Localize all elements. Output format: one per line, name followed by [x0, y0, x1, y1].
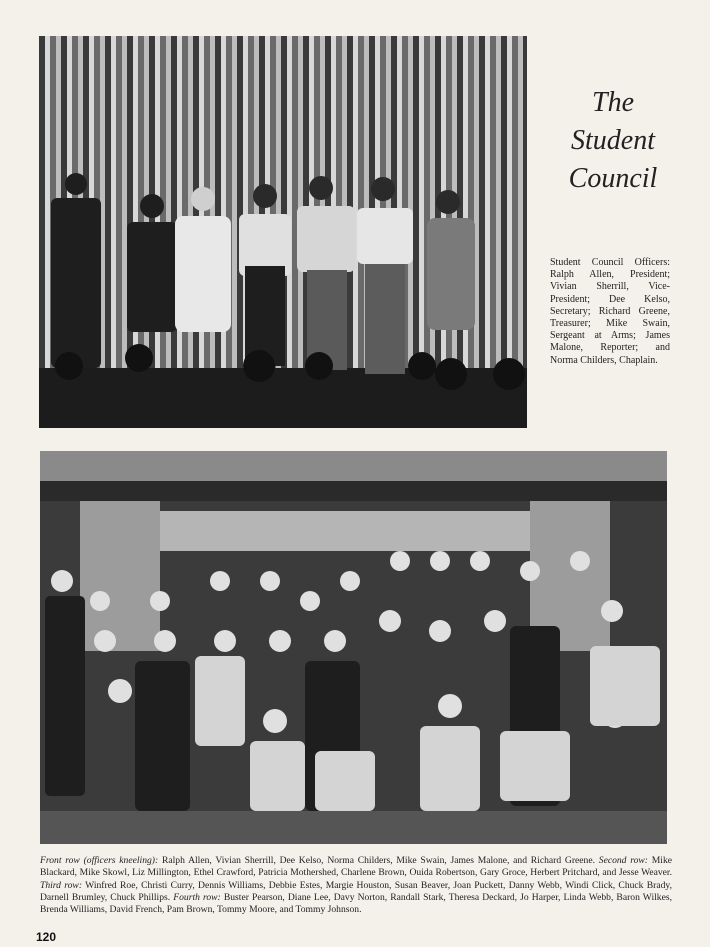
- third-row-names: Winfred Roe, Christi Curry, Dennis Williams, Debbie Estes, Margie Houston, Susan Beaver, Joan Puckett, Danny Webb, Windi Click, Chuck Brady, Darnell Brumley, Chuck Phillips.: [40, 879, 672, 903]
- fourth-row-names: Buster Pearson, Diane Lee, Davy Norton, Randall Stark, Theresa Deckard, Jo Harper, Linda Webb, Baron Wilkes, Brenda Williams, David French, Pam Brown, Tommy Moore, and Tommy Johnson.: [40, 891, 672, 916]
- second-row-names: Mike Blackard, Mike Skowl, Liz Millington, Ethel Crawford, Patricia Mothershed, Charlene Brown, Ouida Robertson, Gary Groce, Herbert Pritchard, and Jesse Weaver.: [40, 855, 673, 879]
- officers-photo: [39, 36, 527, 428]
- group-photo: [40, 451, 667, 844]
- page-title: [548, 84, 678, 198]
- fourth-row-label: Fourth row:: [173, 891, 221, 903]
- group-caption: [40, 855, 672, 916]
- front-row-names: Ralph Allen, Vivian Sherrill, Dee Kelso, Norma Childers, Mike Swain, James Malone, and Richard Greene.: [161, 855, 595, 866]
- title-line-3: Council: [568, 163, 658, 194]
- title-line-1: The: [592, 87, 634, 118]
- second-row-label: Second row:: [598, 855, 648, 866]
- officers-caption: Student Council Officers: Ralph Allen, President; Vivian Sherrill, Vice-President; Dee Kelso, Secretary; Richard Greene, Treasurer; Mike Swain, Sergeant at Arms; James Malone, Reporter; and Norma Childers, Chaplain.: [550, 257, 670, 366]
- third-row-label: Third row:: [40, 879, 83, 891]
- group-photo-image: [40, 451, 667, 844]
- officers-photo-image: [39, 36, 527, 428]
- front-row-label: Front row (officers kneeling):: [40, 855, 159, 866]
- title-line-2: Student: [571, 125, 655, 156]
- page-number: 120: [36, 930, 57, 944]
